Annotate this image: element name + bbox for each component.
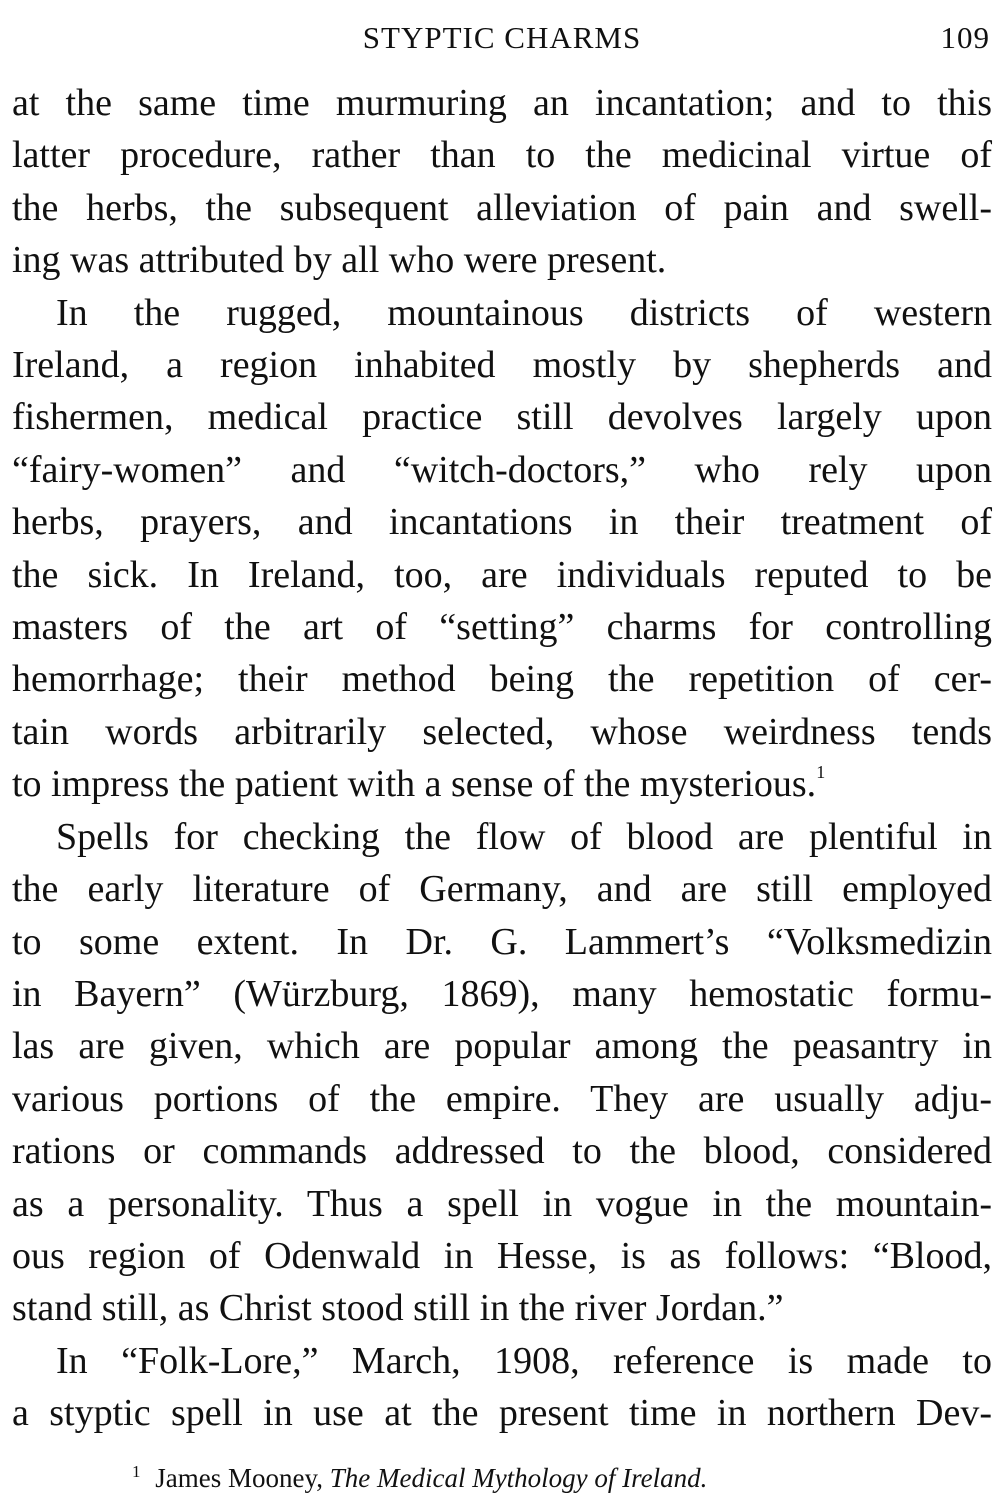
- footnote-author: James Mooney,: [155, 1463, 323, 1493]
- text-line: “fairy-women” and “witch-doctors,” who rely upon: [12, 448, 992, 491]
- text-line: In “Folk-Lore,” March, 1908, reference is made to: [56, 1339, 992, 1382]
- paragraph-4: [12, 1335, 992, 1440]
- text-line: rations or commands addressed to the blood, considered: [12, 1130, 992, 1173]
- text-line: latter procedure, rather than to the medicinal virtue of: [12, 134, 992, 177]
- text-line: to some extent. In Dr. G. Lammert’s “Volksmedizin: [12, 920, 992, 963]
- running-head: [12, 18, 992, 58]
- footnote-reference: 1: [816, 762, 826, 783]
- paragraph-2: [12, 287, 992, 811]
- page-number: 109: [940, 20, 990, 55]
- text-line: herbs, prayers, and incantations in their treatment of: [12, 501, 992, 544]
- text-line: las are given, which are popular among the peasantry in: [12, 1025, 992, 1068]
- book-page: [12, 0, 992, 1501]
- text-line: a styptic spell in use at the present time in northern Dev-: [12, 1392, 992, 1435]
- text-line: Ireland, a region inhabited mostly by shepherds and: [12, 344, 992, 387]
- text-line: to impress the patient with a sense of the mysterious.: [12, 763, 817, 806]
- running-title: STYPTIC CHARMS: [362, 20, 642, 55]
- text-line: tain words arbitrarily selected, whose weirdness tends: [12, 710, 992, 753]
- text-line: masters of the art of “setting” charms for controlling: [12, 606, 992, 649]
- text-line: the sick. In Ireland, too, are individuals reputed to be: [12, 553, 992, 596]
- text-line-with-footnote: [12, 758, 992, 810]
- text-line: the herbs, the subsequent alleviation of pain and swell-: [12, 186, 992, 229]
- text-line: ing was attributed by all who were present.: [12, 239, 667, 282]
- footnote: [132, 1454, 707, 1496]
- text-line: hemorrhage; their method being the repetition of cer-: [12, 658, 992, 701]
- paragraph-3: [12, 811, 992, 1335]
- text-line: the early literature of Germany, and are still employed: [12, 868, 992, 911]
- body-text: [12, 77, 992, 1440]
- text-line: as a personality. Thus a spell in vogue in the mountain-: [12, 1182, 992, 1225]
- text-line: various portions of the empire. They are usually adju-: [12, 1077, 992, 1120]
- paragraph-1: [12, 77, 992, 287]
- footnote-mark: 1: [132, 1462, 141, 1481]
- footnote-title: The Medical Mythology of Ireland.: [329, 1463, 708, 1493]
- text-line: Spells for checking the flow of blood are plentiful in: [56, 815, 992, 858]
- text-line: stand still, as Christ stood still in the river Jordan.”: [12, 1287, 784, 1330]
- text-line: fishermen, medical practice still devolves largely upon: [12, 396, 992, 439]
- text-line: ous region of Odenwald in Hesse, is as follows: “Blood,: [12, 1234, 992, 1277]
- text-line: in Bayern” (Würzburg, 1869), many hemostatic formu-: [12, 972, 992, 1015]
- text-line: In the rugged, mountainous districts of western: [56, 291, 992, 334]
- text-line: at the same time murmuring an incantation; and to this: [12, 82, 992, 124]
